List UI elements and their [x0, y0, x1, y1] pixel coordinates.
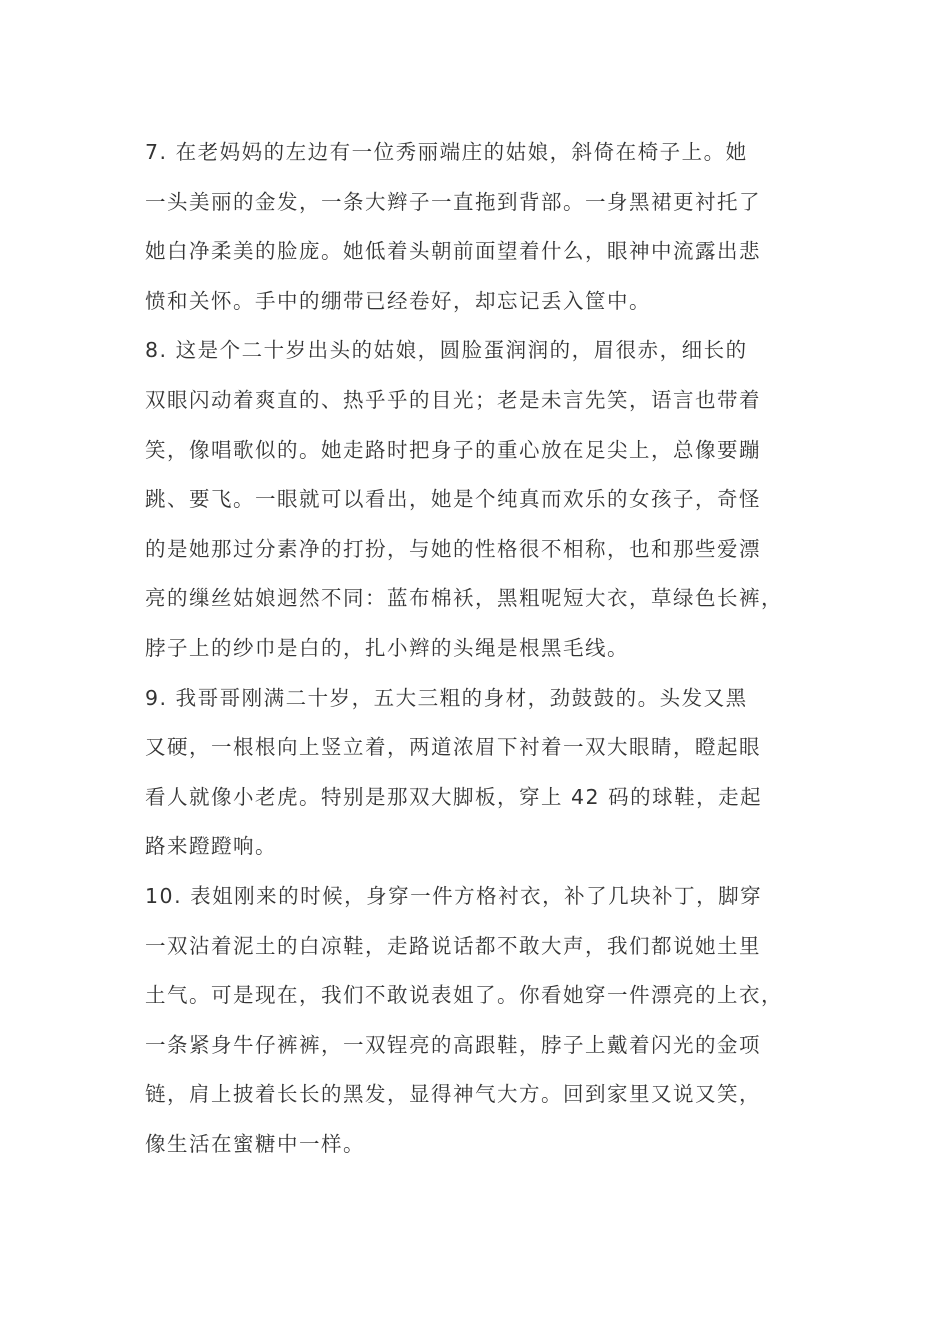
paragraph-9 [145, 674, 825, 872]
text-line: 笑，像唱歌似的。她走路时把身子的重心放在足尖上，总像要蹦 [145, 437, 761, 462]
text-line: 7. 在老妈妈的左边有一位秀丽端庄的姑娘，斜倚在椅子上。她 [145, 140, 748, 164]
text-line: 的是她那过分素净的打扮，与她的性格很不相称，也和那些爱漂 [145, 536, 761, 561]
text-line: 脖子上的纱巾是白的，扎小辫的头绳是根黑毛线。 [145, 635, 629, 660]
text-line: 一双沾着泥土的白凉鞋，走路说话都不敢大声，我们都说她土里 [145, 933, 761, 958]
text-line: 又硬，一根根向上竖立着，两道浓眉下衬着一双大眼睛，瞪起眼 [145, 735, 761, 760]
text-line: 8. 这是个二十岁出头的姑娘，圆脸蛋润润的，眉很赤，细长的 [145, 338, 748, 363]
text-line: 一头美丽的金发，一条大辫子一直拖到背部。一身黑裙更衬托了 [145, 189, 761, 214]
paragraph-7 [145, 128, 825, 326]
text-line: 愤和关怀。手中的绷带已经卷好，却忘记丢入筐中。 [145, 288, 651, 313]
text-line: 看人就像小老虎。特别是那双大脚板，穿上 42 码的球鞋，走起 [145, 784, 763, 809]
text-line: 链，肩上披着长长的黑发，显得神气大方。回到家里又说又笑， [145, 1082, 761, 1107]
text-line: 土气。可是现在，我们不敢说表姐了。你看她穿一件漂亮的上衣， [145, 983, 783, 1008]
text-line: 亮的缫丝姑娘迥然不同：蓝布棉袄，黑粗呢短大衣，草绿色长裤， [145, 586, 783, 611]
document-body [145, 128, 825, 1169]
paragraph-10 [145, 872, 825, 1170]
text-line: 双眼闪动着爽直的、热乎乎的目光；老是未言先笑，语言也带着 [145, 387, 761, 412]
text-line: 跳、要飞。一眼就可以看出，她是个纯真而欢乐的女孩子，奇怪 [145, 487, 761, 512]
text-line: 10. 表姐刚来的时候，身穿一件方格衬衣，补了几块补丁，脚穿 [145, 883, 763, 908]
text-line: 一条紧身牛仔裤裤，一双锃亮的高跟鞋，脖子上戴着闪光的金项 [145, 1032, 761, 1057]
text-line: 9. 我哥哥刚满二十岁，五大三粗的身材，劲鼓鼓的。头发又黑 [145, 685, 748, 710]
text-line: 像生活在蜜糖中一样。 [145, 1131, 365, 1156]
text-line: 路来蹬蹬响。 [145, 834, 277, 859]
text-line: 她白净柔美的脸庞。她低着头朝前面望着什么，眼神中流露出悲 [145, 239, 761, 264]
paragraph-8 [145, 326, 825, 673]
